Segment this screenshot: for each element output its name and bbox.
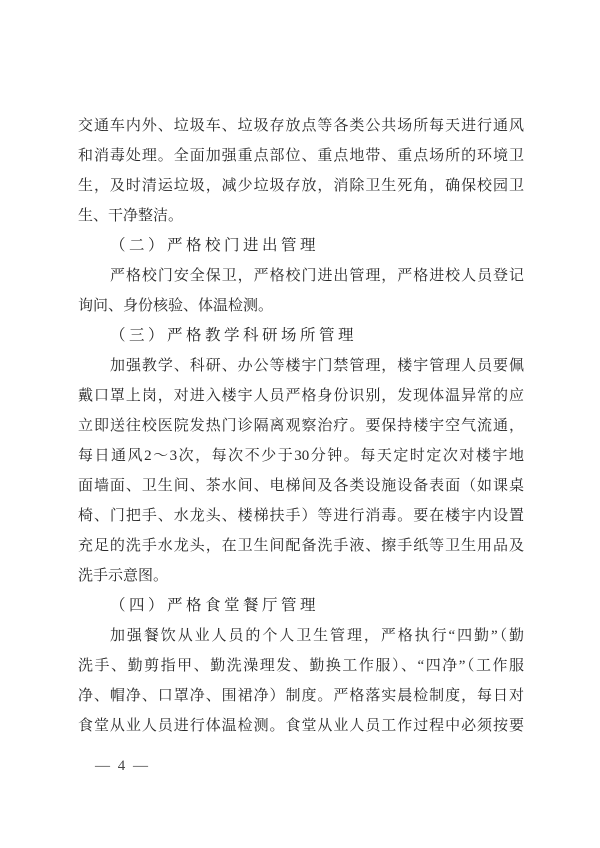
text-line: 生、干净整洁。 (78, 208, 184, 224)
text-line: 食堂从业人员进行体温检测。食堂从业人员工作过程中必须按要 (78, 718, 524, 734)
text-line: 洗手、勤剪指甲、勤洗澡理发、勤换工作服）、“四净”（工作服 (78, 658, 524, 674)
text-line: 加强餐饮从业人员的个人卫生管理，严格执行“四勤”（勤 (110, 628, 524, 644)
text-line: 净、帽净、口罩净、围裙净）制度。严格落实晨检制度，每日对 (78, 688, 524, 704)
text-line: 严格校门安全保卫，严格校门进出管理，严格进校人员登记 (110, 268, 524, 284)
page-number: — 4 — (95, 758, 150, 774)
text-line: 交通车内外、垃圾车、垃圾存放点等各类公共场所每天进行通风 (78, 118, 524, 134)
section-heading: （四）严格食堂餐厅管理 (110, 597, 320, 614)
text-line: 每日通风2～3次，每次不少于30分钟。每天定时定次对楼宇地 (78, 448, 524, 464)
section-heading: （三）严格教学科研场所管理 (110, 327, 358, 344)
document-body (78, 111, 524, 741)
text-line: 加强教学、科研、办公等楼宇门禁管理，楼宇管理人员要佩 (110, 358, 524, 374)
text-line: 椅、门把手、水龙头、楼梯扶手）等进行消毒。要在楼宇内设置 (78, 508, 524, 524)
text-line: 洗手示意图。 (78, 568, 169, 584)
section-heading: （二）严格校门进出管理 (110, 237, 320, 254)
text-line: 面墙面、卫生间、茶水间、电梯间及各类设施设备表面（如课桌 (78, 478, 524, 494)
text-line: 询问、身份核验、体温检测。 (78, 298, 274, 314)
text-line: 戴口罩上岗，对进入楼宇人员严格身份识别，发现体温异常的应 (78, 388, 524, 404)
text-line: 立即送往校医院发热门诊隔离观察治疗。要保持楼宇空气流通， (78, 418, 524, 434)
text-line: 和消毒处理。全面加强重点部位、重点地带、重点场所的环境卫 (78, 148, 524, 164)
text-line: 生，及时清运垃圾，减少垃圾存放，消除卫生死角，确保校园卫 (78, 178, 524, 194)
text-line: 充足的洗手水龙头，在卫生间配备洗手液、擦手纸等卫生用品及 (78, 538, 524, 554)
